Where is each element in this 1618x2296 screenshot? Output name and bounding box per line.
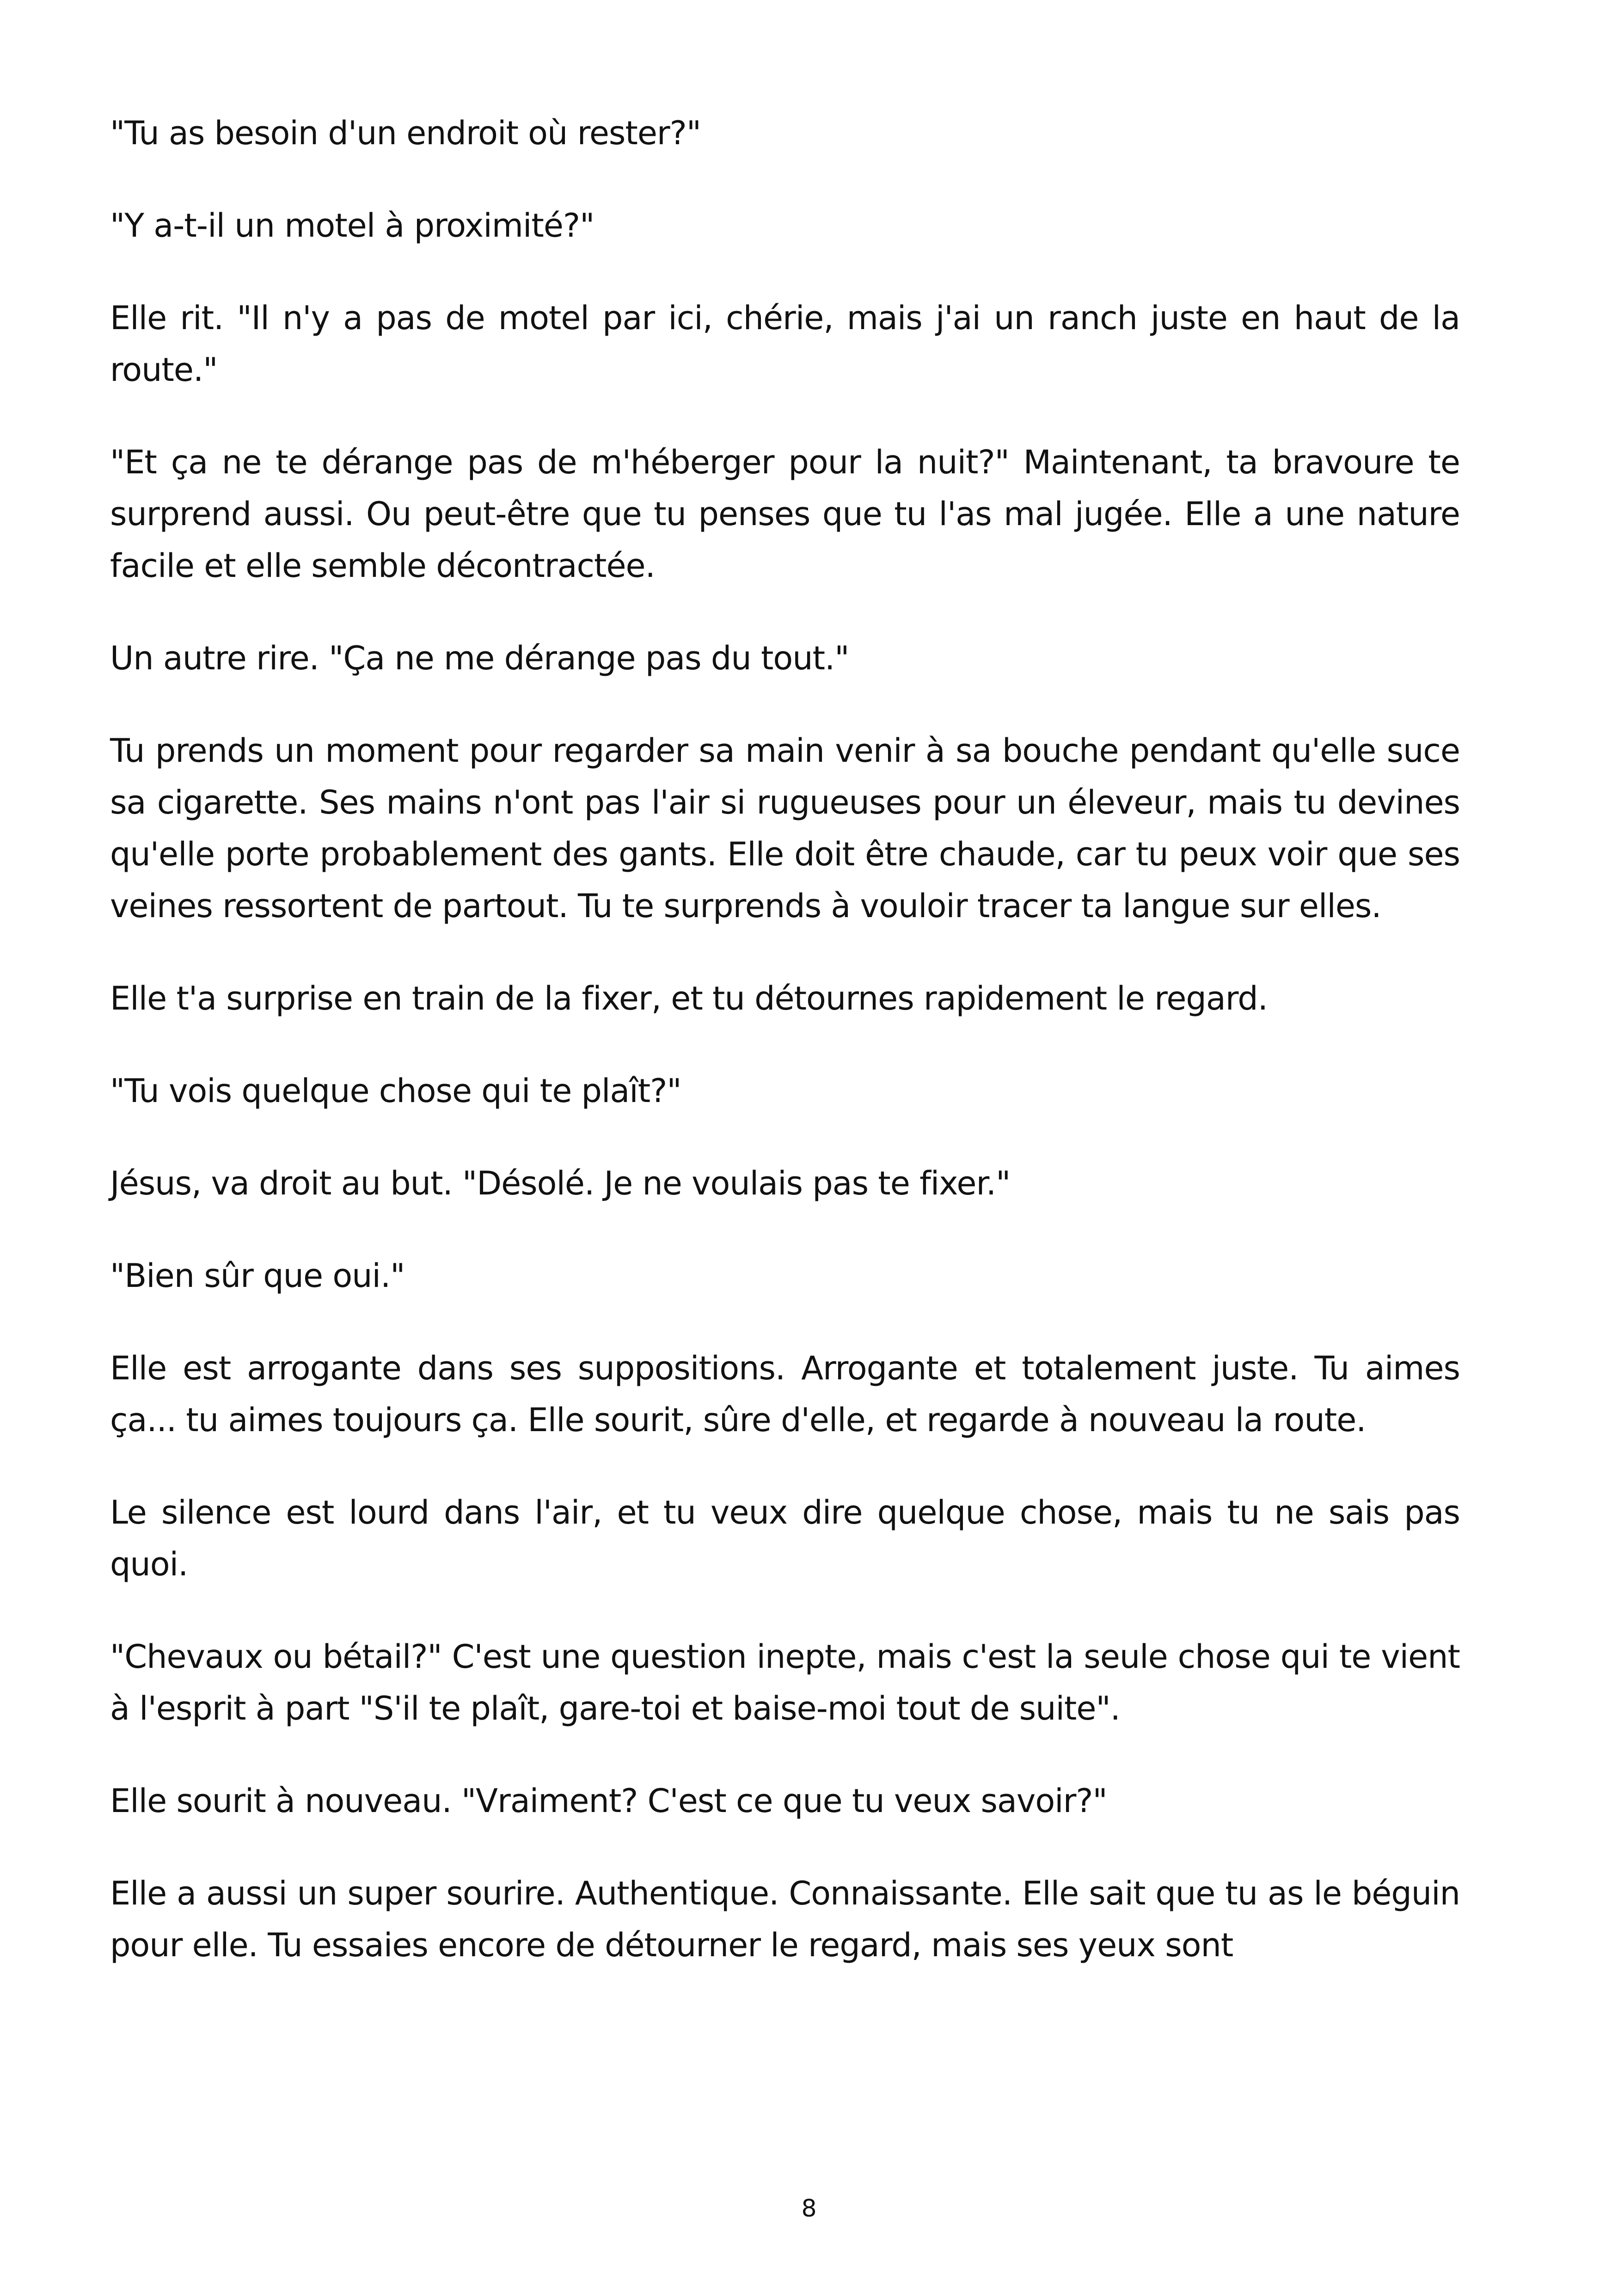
paragraph: Tu prends un moment pour regarder sa main venir à sa bouche pendant qu'elle suce sa cigarette. Ses mains n'ont pas l'air si rugueuses pour un éleveur, mais tu devines qu'elle porte probablement des gants. Elle doit être chaude, car tu peux voir que ses veines ressortent de partout. Tu te surprends à vouloir tracer ta langue sur elles. [110, 732, 1460, 925]
paragraph: Elle est arrogante dans ses suppositions. Arrogante et totalement juste. Tu aimes ça... tu aimes toujours ça. Elle sourit, sûre d'elle, et regarde à nouveau la route. [110, 1349, 1460, 1439]
paragraph: "Bien sûr que oui." [110, 1257, 405, 1295]
page-number: 8 [801, 2195, 817, 2223]
paragraph: Elle rit. "Il n'y a pas de motel par ici, chérie, mais j'ai un ranch juste en haut de la route." [110, 299, 1460, 389]
paragraph: Elle sourit à nouveau. "Vraiment? C'est ce que tu veux savoir?" [110, 1782, 1107, 1820]
paragraph: Jésus, va droit au but. "Désolé. Je ne voulais pas te fixer." [110, 1164, 1011, 1202]
paragraph: "Chevaux ou bétail?" C'est une question inepte, mais c'est la seule chose qui te vient à l'esprit à part "S'il te plaît, gare-toi et baise-moi tout de suite". [110, 1638, 1460, 1727]
body-text [110, 107, 1460, 1971]
paragraph: "Y a-t-il un motel à proximité?" [110, 207, 594, 245]
paragraph: Un autre rire. "Ça ne me dérange pas du tout." [110, 639, 849, 677]
paragraph: Le silence est lourd dans l'air, et tu veux dire quelque chose, mais tu ne sais pas quoi. [110, 1494, 1460, 1583]
paragraph: "Et ça ne te dérange pas de m'héberger pour la nuit?" Maintenant, ta bravoure te surprend aussi. Ou peut-être que tu penses que tu l'as mal jugée. Elle a une nature facile et elle semble décontractée. [110, 443, 1460, 585]
paragraph: Elle t'a surprise en train de la fixer, et tu détournes rapidement le regard. [110, 980, 1268, 1017]
paragraph: "Tu vois quelque chose qui te plaît?" [110, 1072, 681, 1110]
paragraph: Elle a aussi un super sourire. Authentique. Connaissante. Elle sait que tu as le béguin pour elle. Tu essaies encore de détourner le regard, mais ses yeux sont [110, 1874, 1460, 1964]
paragraph: "Tu as besoin d'un endroit où rester?" [110, 114, 701, 152]
